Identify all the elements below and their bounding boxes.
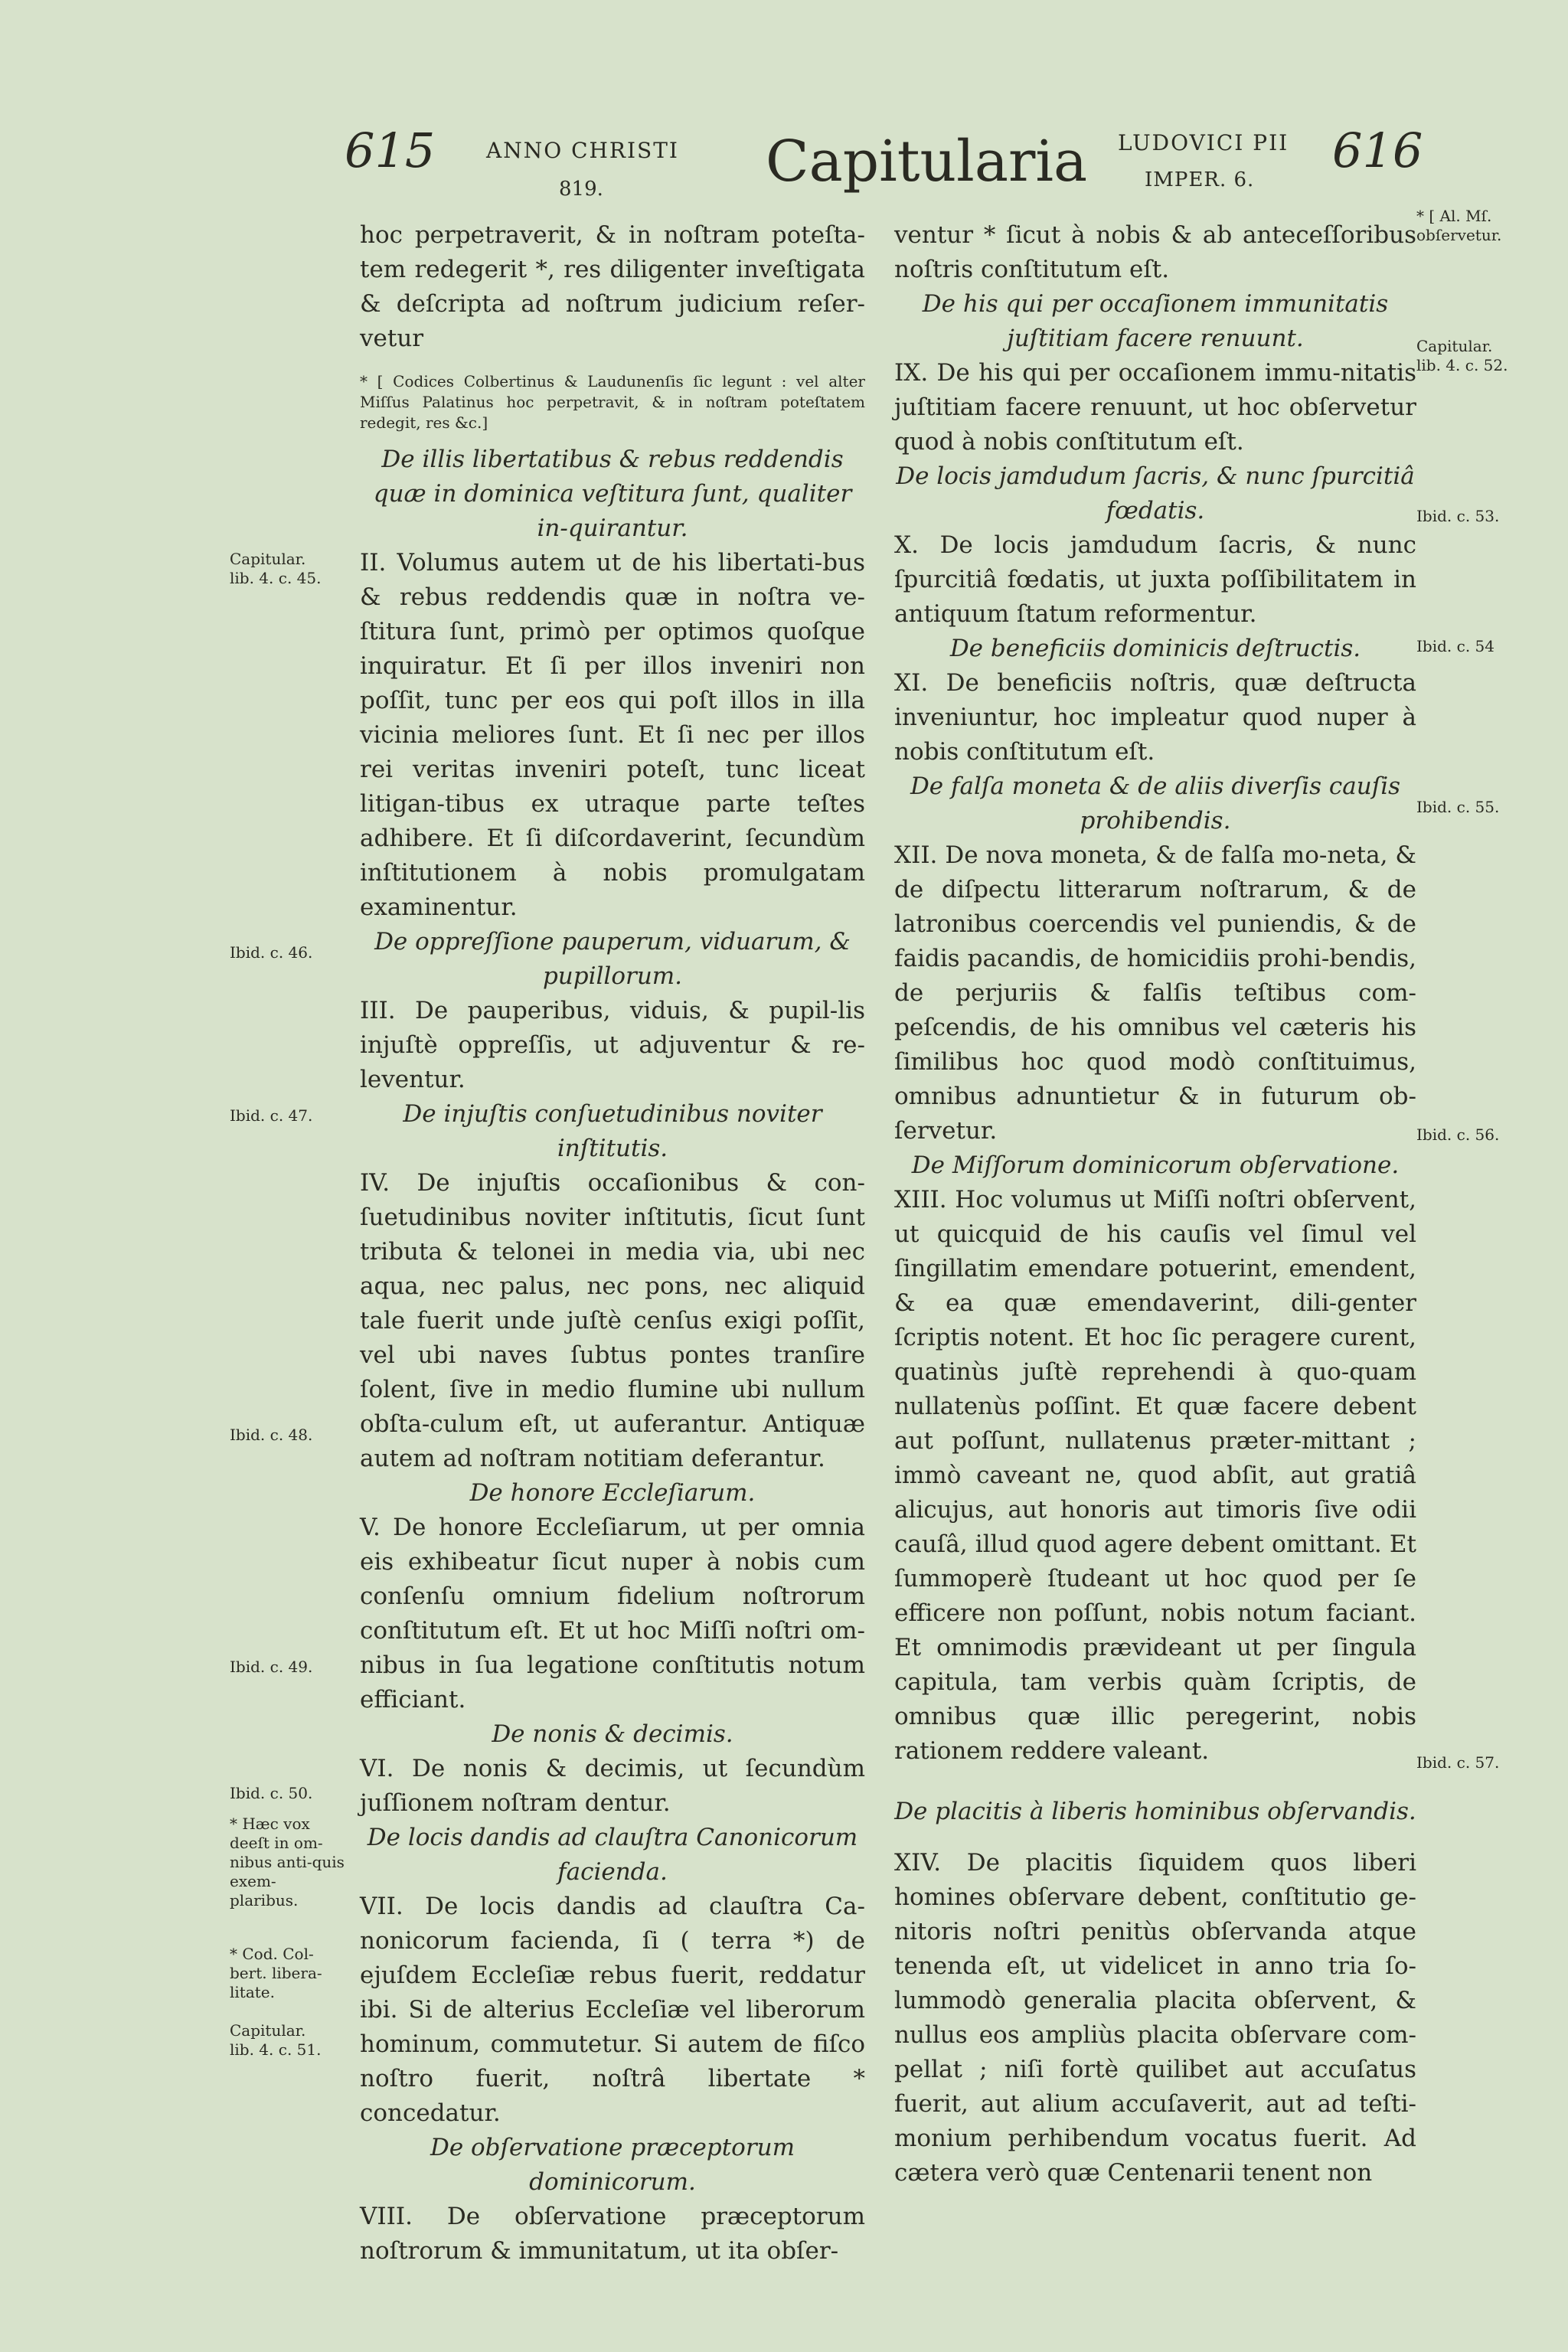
paragraph-xiv: XIV. De placitis ſiquidem quos liberi homines obſervare debent, conſtitutio ge-nitoris noſtri penitùs obſervanda atque tenenda eſt, ut videlicet in anno tria ſo-lummodò generalia placita obſervent, & nullus eos ampliùs placita obſervare com-pellat ; niſi fortè quilibet aut accuſatus fuerit, aut alium accuſaverit, aut ad teſti-monium perhibendum vocatus fuerit. Ad cætera verò quæ Centenarii tenent non xyxy=(894,1849,1416,2187)
margin-note-c50: Ibid. c. 50. xyxy=(230,1784,313,1802)
page-title: Capitularia xyxy=(766,129,1088,194)
margin-note-c52: Capitular. lib. 4. c. 52. xyxy=(1416,337,1508,374)
header-imper: IMPER. 6. xyxy=(1145,168,1255,191)
heading-v: De honore Eccleſiarum. xyxy=(469,1479,756,1507)
heading-iii: De oppreſſione pauperum, viduarum, & pupillorum. xyxy=(374,928,851,990)
header-year: 819. xyxy=(559,178,603,201)
paragraph-xi: XI. De beneficiis noſtris, quæ deſtructa inveniuntur, hoc impleatur quod nuper à nobis conſtitutum eſt. xyxy=(894,669,1416,766)
heading-x: De locis jamdudum ſacris, & nunc ſpurcitiâ fœdatis. xyxy=(896,462,1415,524)
paragraph-ii: II. Volumus autem ut de his libertati-bus & rebus reddendis quæ in noſtra ve-ſtitura ſunt, primò per optimos quoſque inquiratur. Et ſi per illos inveniri non poſſit, tunc per eos qui poſt illos in illa vicinia meliores ſunt. Et ſi nec per illos rei veritas inveniri poteſt, tunc liceat litigan-tibus ex utraque parte teſtes adhibere. Et ſi diſcordaverint, ſecundùm inſtitutionem à nobis promulgatam examinentur. xyxy=(360,549,865,921)
heading-iv: De injuſtis conſuetudinibus noviter inſtitutis. xyxy=(403,1100,822,1162)
paragraph-vi: VI. De nonis & decimis, ut ſecundùm juſſionem noſtram dentur. xyxy=(360,1755,865,1817)
heading-ii: De illis libertatibus & rebus reddendis quæ in dominica veſtitura ſunt, qualiter in-quirantur. xyxy=(373,446,852,542)
margin-note-c46: Ibid. c. 46. xyxy=(230,943,313,962)
heading-vi: De nonis & decimis. xyxy=(492,1720,733,1748)
paragraph-viii-continued: ventur * ſicut à nobis & ab anteceſſoribus noſtris conſtitutum eſt. xyxy=(894,221,1416,283)
paragraph-continuation: hoc perpetraverit, & in noſtram poteſta-tem redegerit *, res diligenter inveſtigata & deſcripta ad noſtrum judicium reſer-vetur xyxy=(360,221,865,352)
paragraph-xii: XII. De nova moneta, & de falſa mo-neta, & de diſpectu litterarum noſtrarum, & de latronibus coercendis vel puniendis, & de faidis pacandis, de homicidiis prohi-bendis, de perjuriis & falſis teſtibus com-peſcendis, de his omnibus vel cæteris his ſimilibus hoc quod modò conſtituimus, omnibus adnuntietur & in futurum ob-ſervetur. xyxy=(894,841,1416,1145)
paragraph-vii: VII. De locis dandis ad clauſtra Ca-nonicorum facienda, ſi ( terra *) de ejuſdem Eccleſiæ rebus fuerit, reddatur ibi. Si de alterius Eccleſiæ vel liberorum hominum, commutetur. Si autem de fiſco noſtro fuerit, noſtrâ libertate * concedatur. xyxy=(360,1893,865,2127)
margin-note-c57: Ibid. c. 57. xyxy=(1416,1753,1500,1772)
footnote: * [ Codices Colbertinus & Laudunenſis ſic legunt : vel alter Miſſus Palatinus hoc perpetravit, & in noſtram poteſtatem redegit, res &c.] xyxy=(360,372,865,432)
paragraph-v: V. De honore Eccleſiarum, ut per omnia eis exhibeatur ſicut nuper à nobis cum conſenſu omnium fidelium noſtrorum conſtitutum eſt. Et ut hoc Miſſi noſtri om-nibus in ſua legatione conſtitutis notum efficiant. xyxy=(360,1514,865,1713)
page-number-right: 616 xyxy=(1332,122,1423,178)
paragraph-iii: III. De pauperibus, viduis, & pupil-lis injuſtè oppreſſis, ut adjuventur & re-leventur. xyxy=(360,997,865,1093)
paragraph-ix: IX. De his qui per occaſionem immu-nitatis juſtitiam facere renuunt, ut hoc obſervetur quod à nobis conſtitutum eſt. xyxy=(894,359,1416,456)
left-column xyxy=(360,218,865,2269)
margin-note-c51: Capitular. lib. 4. c. 51. xyxy=(230,2021,322,2059)
margin-note-variant-observetur: * [ Al. Mſ. obſervetur. xyxy=(1416,207,1502,244)
heading-ix: De his qui per occaſionem immunitatis juſtitiam facere renuunt. xyxy=(922,290,1389,352)
heading-xii: De falſa moneta & de aliis diverſis cauſis prohibendis. xyxy=(910,773,1401,835)
heading-xi: De beneficiis dominicis deſtructis. xyxy=(949,635,1361,662)
margin-note-c49: Ibid. c. 49. xyxy=(230,1658,313,1676)
paragraph-xiii: XIII. Hoc volumus ut Miſſi noſtri obſervent, ut quicquid de his cauſis vel ſimul vel ſingillatim emendare potuerint, emendent, & ea quæ emendaverint, dili-genter ſcriptis notent. Et hoc ſic peragere curent, quatinùs juſtè reprehendi à quo-quam nullatenùs poſſint. Et quæ facere debent aut poſſunt, nullatenus præter-mittant ; immò caveant ne, quod abſit, aut gratiâ alicujus, aut honoris aut timoris ſive odii cauſâ, illud quod agere debent omittant. Et ſummoperè ſtudeant ut hoc quod per ſe efficere non poſſunt, nobis notum faciant. Et omnimodis prævideant ut per ſingula capitula, tam verbis quàm ſcriptis, de omnibus quæ illic peregerint, nobis rationem reddere valeant. xyxy=(894,1186,1416,1765)
running-header xyxy=(0,115,1568,207)
right-column xyxy=(894,218,1416,2190)
page-number-left: 615 xyxy=(345,122,436,178)
header-anno-christi: ANNO CHRISTI xyxy=(486,138,679,163)
heading-viii: De obſervatione præceptorum dominicorum. xyxy=(430,2134,795,2196)
margin-note-c56: Ibid. c. 56. xyxy=(1416,1125,1500,1144)
margin-note-variant-terra: * Hæc vox deeſt in om-nibus anti-quis exem-plaribus. xyxy=(230,1815,345,1909)
margin-note-c53: Ibid. c. 53. xyxy=(1416,507,1500,525)
margin-note-c48: Ibid. c. 48. xyxy=(230,1426,313,1444)
margin-note-c45: Capitular. lib. 4. c. 45. xyxy=(230,550,322,587)
margin-note-c47: Ibid. c. 47. xyxy=(230,1106,313,1125)
heading-xiii: De Miſſorum dominicorum obſervatione. xyxy=(911,1152,1400,1179)
paragraph-x: X. De locis jamdudum ſacris, & nunc ſpurcitiâ fœdatis, ut juxta poſſibilitatem in antiquum ſtatum reformentur. xyxy=(894,531,1416,628)
margin-note-c55: Ibid. c. 55. xyxy=(1416,798,1500,816)
paragraph-viii: VIII. De obſervatione præceptorum noſtrorum & immunitatum, ut ita obſer- xyxy=(360,2203,865,2265)
margin-note-variant-liberalitate: * Cod. Col-bert. libera-litate. xyxy=(230,1945,322,2001)
paragraph-iv: IV. De injuſtis occaſionibus & con-ſuetudinibus noviter inſtitutis, ſicut ſunt tributa & telonei in media via, ubi nec aqua, nec palus, nec pons, nec aliquid tale fuerit unde juſtè cenſus exigi poſſit, vel ubi naves ſubtus pontes tranſire ſolent, ſive in medio flumine ubi nullum obſta-culum eſt, ut auferantur. Antiquæ autem ad noſtram notitiam deferantur. xyxy=(360,1169,865,1472)
heading-xiv: De placitis à liberis hominibus obſervandis. xyxy=(894,1798,1416,1825)
heading-vii: De locis dandis ad clauſtra Canonicorum facienda. xyxy=(367,1824,858,1886)
margin-note-c54: Ibid. c. 54 xyxy=(1416,637,1494,655)
header-ludovici: LUDOVICI PII xyxy=(1118,130,1289,155)
